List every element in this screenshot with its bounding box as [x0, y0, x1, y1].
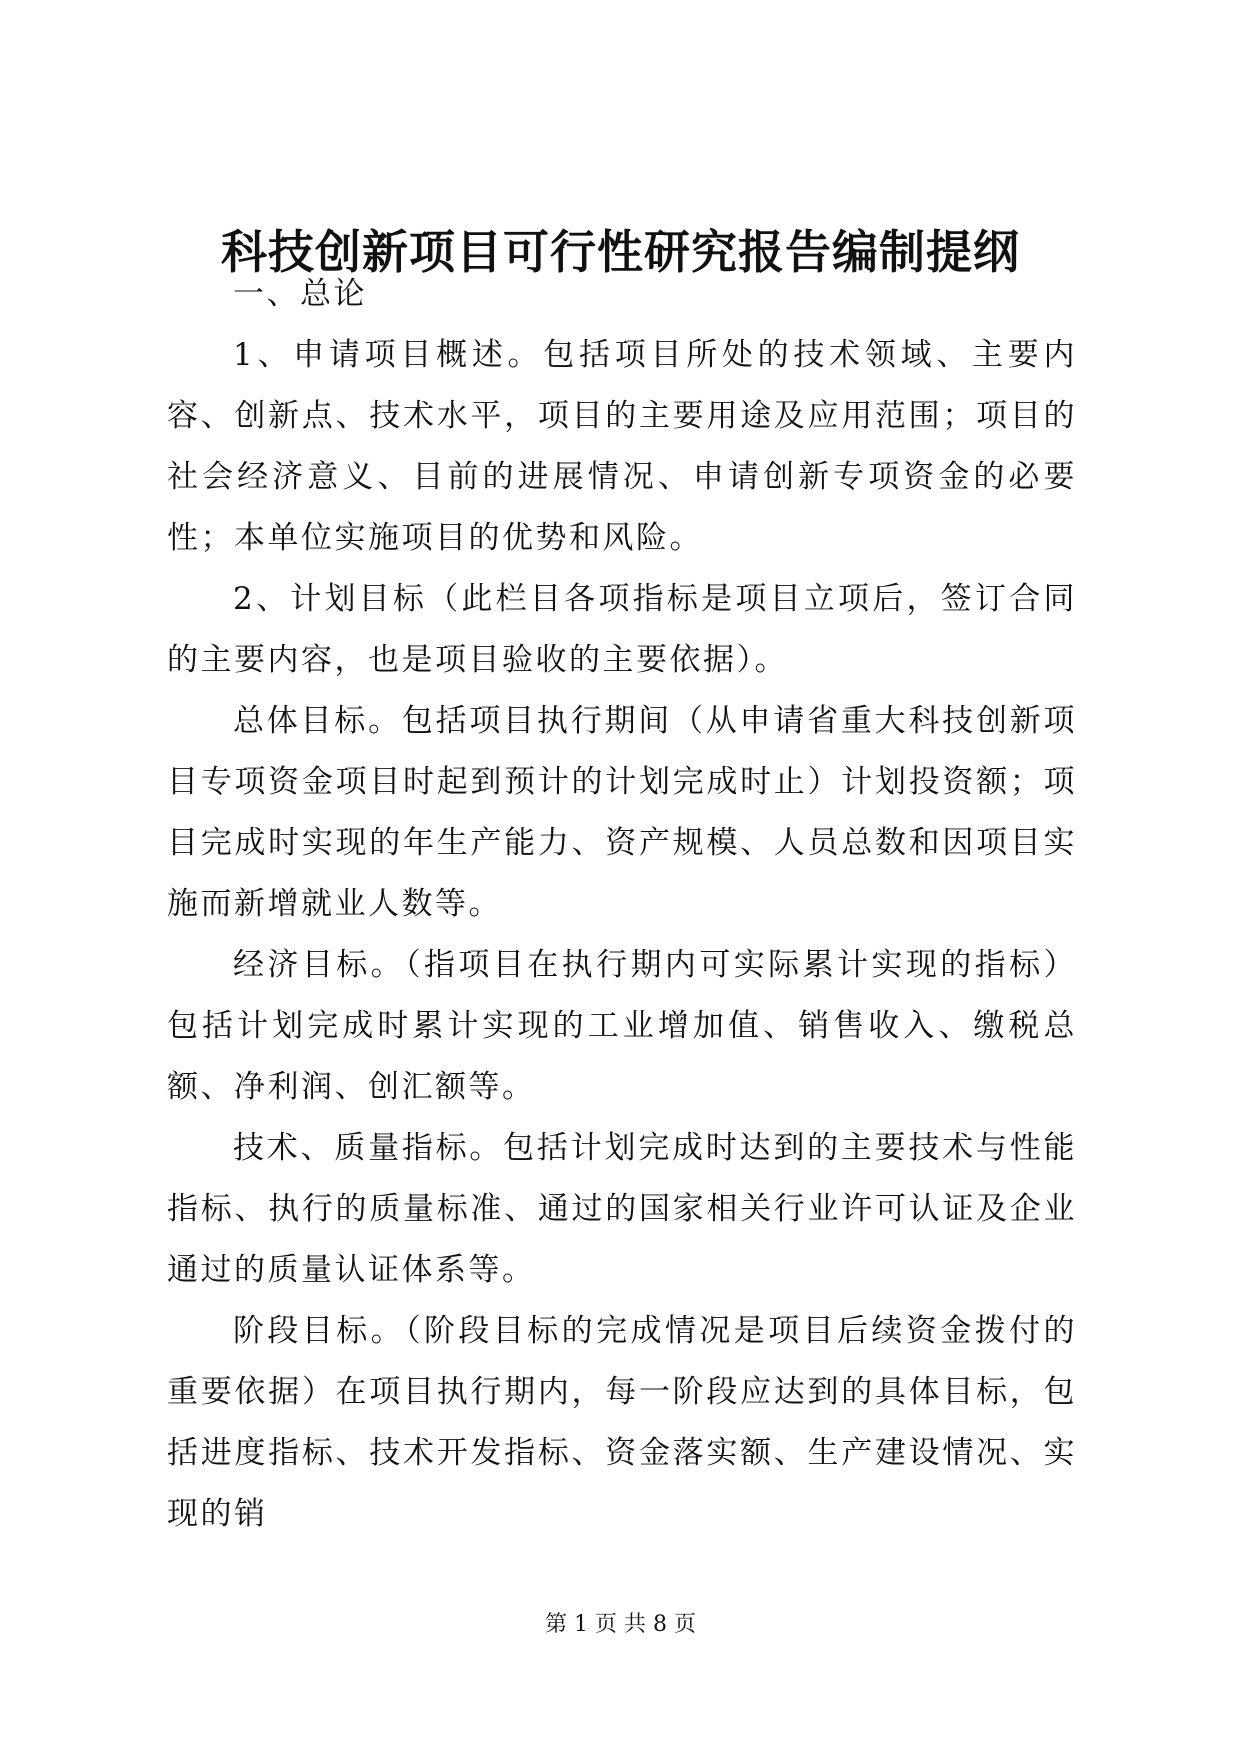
paragraph-economic-goals: 经济目标。（指项目在执行期内可实际累计实现的指标）包括计划完成时累计实现的工业增加值、销售收入、缴税总额、净利润、创汇额等。: [167, 947, 1077, 1105]
paragraph-project-overview: 1、申请项目概述。包括项目所处的技术领域、主要内容、创新点、技术水平，项目的主要用途及应用范围；项目的社会经济意义、目前的进展情况、申请创新专项资金的必要性；本单位实施项目的优势和风险。: [167, 337, 1077, 556]
page-number: 第 1 页 共 8 页: [545, 1612, 696, 1637]
paragraph-technical-quality: 技术、质量指标。包括计划完成时达到的主要技术与性能指标、执行的质量标准、通过的国家相关行业许可认证及企业通过的质量认证体系等。: [167, 1130, 1077, 1288]
document-title: 科技创新项目可行性研究报告编制提纲: [221, 225, 1020, 279]
document-body: [167, 264, 1077, 1545]
paragraph-stage-goals: 阶段目标。（阶段目标的完成情况是项目后续资金拨付的重要依据）在项目执行期内，每一阶段应达到的具体目标，包括进度指标、技术开发指标、资金落实额、生产建设情况、实现的销: [167, 1313, 1077, 1532]
section-heading: 一、总论: [233, 276, 367, 312]
paragraph-overall-goals: 总体目标。包括项目执行期间（从申请省重大科技创新项目专项资金项目时起到预计的计划完成时止）计划投资额；项目完成时实现的年生产能力、资产规模、人员总数和因项目实施而新增就业人数等。: [167, 703, 1077, 922]
paragraph-plan-goals: 2、计划目标（此栏目各项指标是项目立项后，签订合同的主要内容，也是项目验收的主要依据）。: [167, 581, 1077, 678]
